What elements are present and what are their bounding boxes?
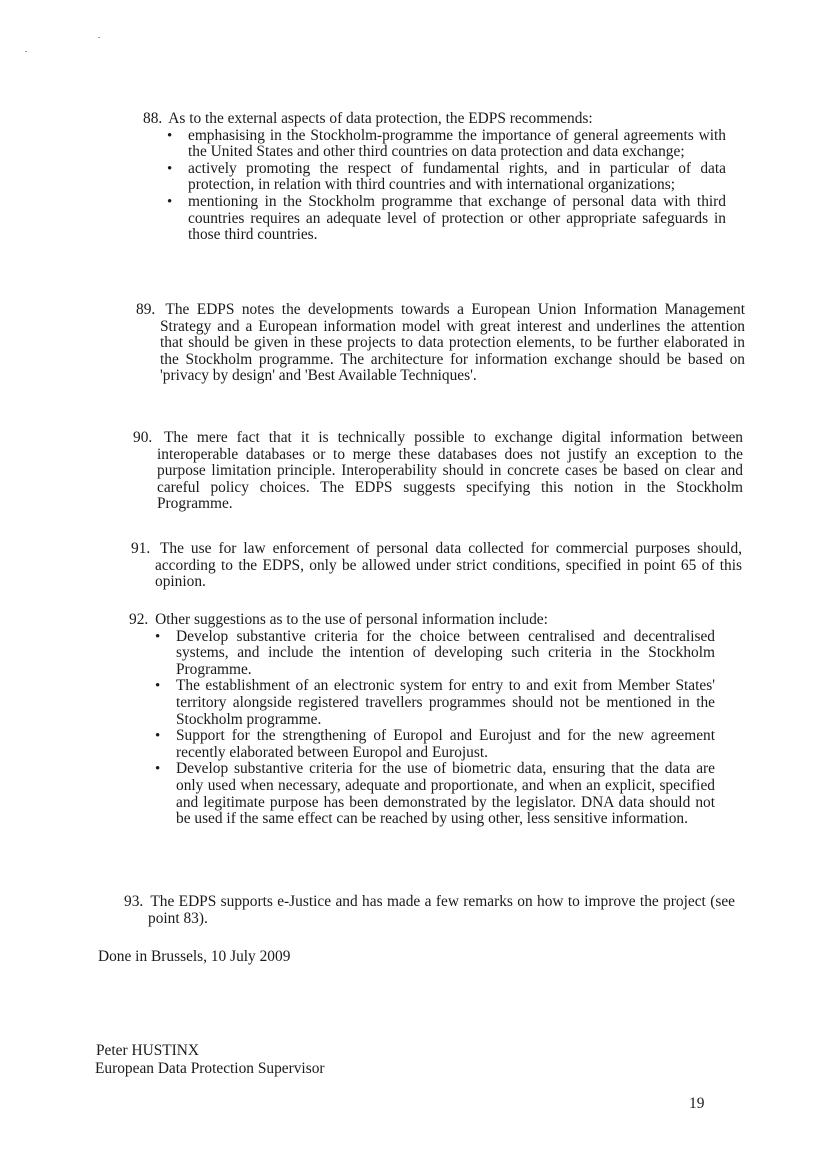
paragraph-92 — [129, 612, 715, 828]
paragraph-number: 88. — [143, 110, 163, 127]
bullet-item: • Develop substantive criteria for the use of biometric data, ensuring that the data are only used when necessary, adequate and proportionate, and when an explicit, specified and legitimate purpose has been demonstrated by the legislator. DNA data should not be used if the same effect can be reached by using other, less sensitive information. — [176, 761, 715, 827]
bullet-item: • The establishment of an electronic system for entry to and exit from Member States' territory alongside registered travellers programmes should not be mentioned in the Stockholm programme. — [176, 678, 715, 728]
signatory-name: Peter HUSTINX — [96, 1042, 200, 1059]
paragraph-number: 89. — [136, 301, 156, 318]
paragraph-92-intro — [129, 612, 715, 629]
bullet-item: • actively promoting the respect of fundamental rights, and in particular of data protection, in relation with third countries and with international organizations; — [188, 161, 726, 194]
place-date: Done in Brussels, 10 July 2009 — [98, 948, 291, 965]
bullet-item: • emphasising in the Stockholm-programme the importance of general agreements with the United States and other third countries on data protection and data exchange; — [188, 128, 726, 161]
paragraph-number: 91. — [131, 540, 151, 557]
paragraph-text: The use for law enforcement of personal data collected for commercial purposes should, according to the EDPS, only be allowed under strict conditions, specified in point 65 of this opinion. — [155, 540, 742, 591]
paragraph-text: The EDPS supports e-Justice and has made a few remarks on how to improve the project (see point 83). — [148, 893, 735, 927]
bullet-list — [176, 629, 715, 828]
paragraph-number: 93. — [124, 893, 144, 910]
page-number: 19 — [689, 1095, 705, 1112]
paragraph-93 — [124, 894, 735, 927]
paragraph-text: The EDPS notes the developments towards a European Union Information Management Strategy and a European information model with great interest and underlines the attention that should be given in these projects to data protection elements, to be further elaborated in the Stockholm programme. The architecture for information exchange should be based on 'privacy by design' and 'Best Available Techniques'. — [160, 301, 746, 385]
scan-speck — [25, 51, 27, 52]
paragraph-88-intro — [143, 111, 726, 128]
bullet-item: • Develop substantive criteria for the choice between centralised and decentralised systems, and include the intention of developing such criteria in the Stockholm Programme. — [176, 629, 715, 679]
paragraph-91 — [131, 541, 742, 591]
paragraph-number: 90. — [133, 429, 153, 446]
paragraph-88 — [143, 111, 726, 244]
paragraph-number: 92. — [129, 611, 149, 628]
paragraph-text: The mere fact that it is technically possible to exchange digital information between interoperable databases or to merge these databases does not justify an exception to the purpose limitation principle. Interoperability should in concrete cases be based on clear and careful policy choices. The EDPS suggests specifying this notion in the Stockholm Programme. — [157, 429, 743, 513]
paragraph-text: As to the external aspects of data protection, the EDPS recommends: — [168, 110, 593, 127]
bullet-item: • Support for the strengthening of Europol and Eurojust and for the new agreement recently elaborated between Europol and Eurojust. — [176, 728, 715, 761]
bullet-list — [188, 128, 726, 244]
paragraph-90 — [133, 430, 743, 513]
scan-speck — [98, 37, 100, 38]
paragraph-text: Other suggestions as to the use of personal information include: — [155, 611, 548, 628]
bullet-item: • mentioning in the Stockholm programme that exchange of personal data with third countries requires an adequate level of protection or other appropriate safeguards in those third countries. — [188, 194, 726, 244]
paragraph-89 — [136, 302, 745, 385]
signatory-title: European Data Protection Supervisor — [95, 1060, 325, 1077]
